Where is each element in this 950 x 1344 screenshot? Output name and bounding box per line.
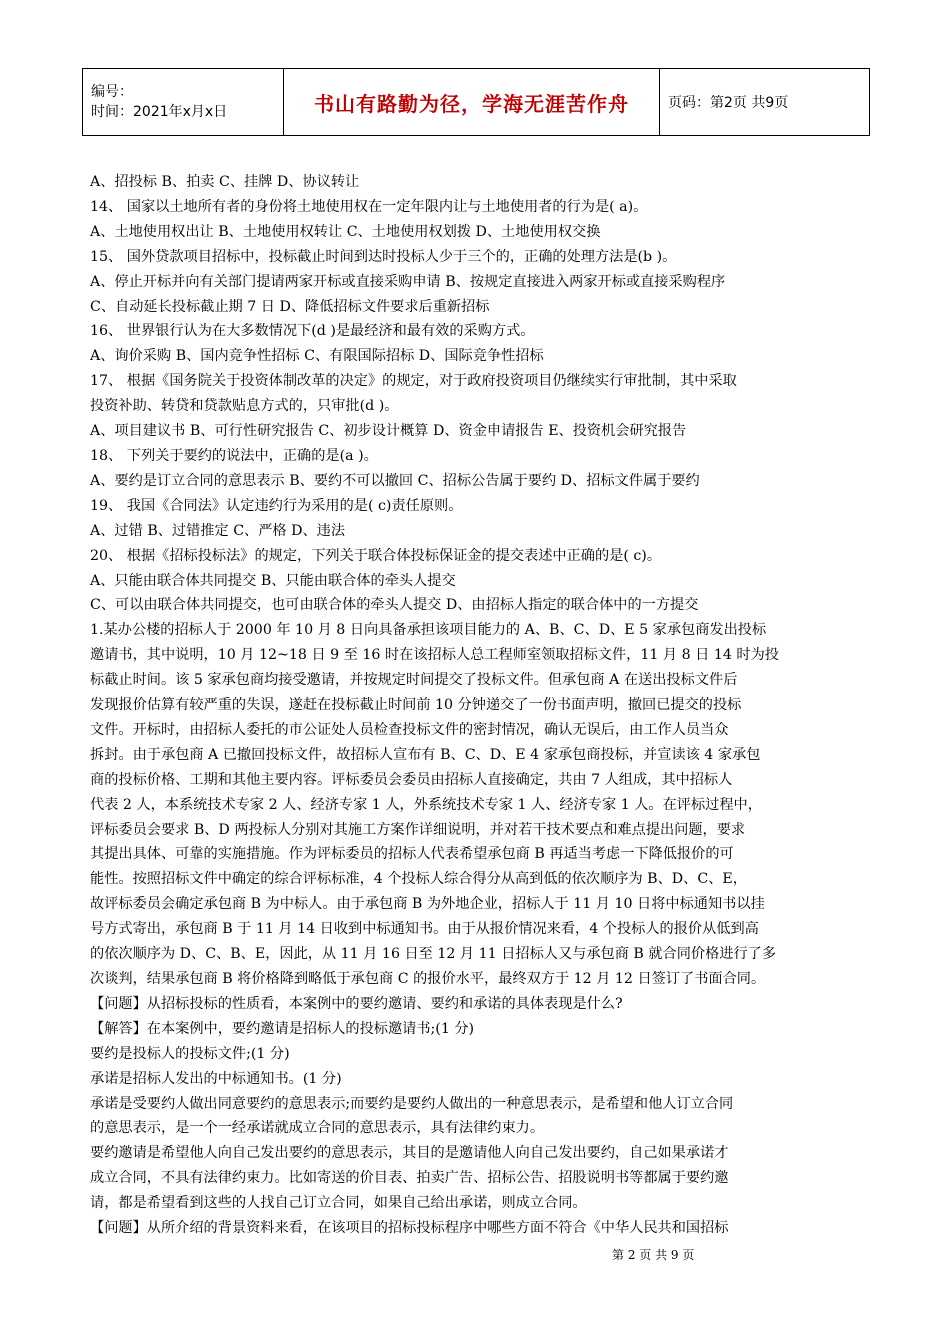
document-number-label: 编号： (91, 84, 133, 100)
text-line: C、可以由联合体共同提交，也可由联合体的牵头人提交 D、由招标人指定的联合体中的一方提交 (90, 597, 699, 614)
header-page-cell (660, 69, 869, 135)
page-header (82, 68, 870, 136)
text-line: 评标委员会要求 B、D 两投标人分别对其施工方案作详细说明，并对若干技术要点和难点提出问题，要求 (90, 821, 746, 838)
text-line: 16、 世界银行认为在大多数情况下(d )是最经济和最有效的采购方式。 (90, 323, 535, 340)
text-line: 号方式寄出，承包商 B 于 11 月 14 日收到中标通知书。由于从报价情况来看，4 个投标人的报价从低到高 (90, 921, 759, 938)
text-line: 20、 根据《招标投标法》的规定，下列关于联合体投标保证金的提交表述中正确的是( c)。 (90, 547, 662, 564)
text-line: 19、 我国《合同法》认定违约行为采用的是( c)责任原则。 (90, 497, 463, 514)
text-line: 商的投标价格、工期和其他主要内容。评标委员会委员由招标人直接确定，共由 7 人组成，其中招标人 (90, 771, 733, 788)
text-line: A、过错 B、过错推定 C、严格 D、违法 (90, 522, 346, 539)
text-line: 请，都是希望看到这些的人找自己订立合同，如果自己给出承诺，则成立合同。 (90, 1195, 587, 1212)
document-body (90, 170, 860, 1241)
text-line: 邀请书，其中说明，10 月 12~18 日 9 至 16 时在该招标人总工程师室领取招标文件，11 月 8 日 14 时为投 (90, 647, 779, 664)
text-line: 【问题】从招标投标的性质看，本案例中的要约邀请、要约和承诺的具体表现是什么? (90, 995, 623, 1012)
text-line: 成立合同，不具有法律约束力。比如寄送的价目表、拍卖广告、招标公告、招股说明书等都属于要约邀 (90, 1170, 729, 1187)
text-line: 的意思表示，是一个一经承诺就成立合同的意思表示，具有法律约束力。 (90, 1120, 545, 1137)
text-line: 承诺是受要约人做出同意要约的意思表示;而要约是要约人做出的一种意思表示，是希望和他人订立合同 (90, 1095, 734, 1112)
text-line: C、自动延长投标截止期 7 日 D、降低招标文件要求后重新招标 (90, 298, 490, 315)
document-date-label: 时间：2021年x月x日 (91, 104, 228, 120)
text-line: 次谈判，结果承包商 B 将价格降到略低于承包商 C 的报价水平，最终双方于 12 月 12 日签订了书面合同。 (90, 971, 766, 987)
text-line: A、只能由联合体共同提交 B、只能由联合体的牵头人提交 (90, 572, 456, 589)
text-line: 17、 根据《国务院关于投资体制改革的决定》的规定，对于政府投资项目仍继续实行审批制，其中采取 (90, 373, 737, 390)
header-motto-cell (284, 69, 660, 135)
text-line: 故评标委员会确定承包商 B 为中标人。由于承包商 B 为外地企业，招标人于 11 月 10 日将中标通知书以挂 (90, 896, 765, 913)
text-line: 发现报价估算有较严重的失误，遂赶在投标截止时间前 10 分钟递交了一份书面声明，撤回已提交的投标 (90, 697, 742, 714)
text-line: 能性。按照招标文件中确定的综合评标标准，4 个投标人综合得分从高到低的依次顺序为 B、D、C、E， (90, 871, 747, 888)
text-line: 承诺是招标人发出的中标通知书。(1 分) (90, 1070, 342, 1087)
text-line: A、询价采购 B、国内竞争性招标 C、有限国际招标 D、国际竞争性招标 (90, 348, 544, 365)
text-line: 代表 2 人，本系统技术专家 2 人、经济专家 1 人，外系统技术专家 1 人、经济专家 1 人。在评标过程中， (90, 796, 762, 813)
text-line: 其提出具体、可靠的实施措施。作为评标委员的招标人代表希望承包商 B 再适当考虑一下降低报价的可 (90, 846, 734, 863)
text-line: 投资补助、转贷和贷款贴息方式的，只审批(d )。 (90, 398, 399, 415)
header-info-cell (83, 69, 284, 135)
text-line: 18、 下列关于要约的说法中，正确的是(a )。 (90, 447, 378, 464)
text-line: 【问题】从所介绍的背景资料来看，在该项目的招标投标程序中哪些方面不符合《中华人民共和国招标 (90, 1220, 729, 1237)
text-line: A、停止开标并向有关部门提请两家开标或直接采购申请 B、按规定直接进入两家开标或直接采购程序 (90, 273, 726, 290)
text-line: 标截止时间。该 5 家承包商均接受邀请，并按规定时间提交了投标文件。但承包商 A 在送出投标文件后 (90, 672, 738, 689)
text-line: A、招投标 B、拍卖 C、挂牌 D、协议转让 (90, 174, 360, 190)
text-line: A、土地使用权出让 B、土地使用权转让 C、土地使用权划拨 D、土地使用权交换 (90, 223, 601, 240)
text-line: 的依次顺序为 D、C、B、E，因此，从 11 月 16 日至 12 月 11 日招标人又与承包商 B 就合同价格进行了多 (90, 946, 777, 963)
text-line: 拆封。由于承包商 A 已撤回投标文件，故招标人宣布有 B、C、D、E 4 家承包商投标，并宣读该 4 家承包 (90, 746, 761, 763)
text-line: 15、 国外贷款项目招标中，投标截止时间到达时投标人少于三个的，正确的处理方法是(b )。 (90, 248, 677, 265)
text-line: 1.某办公楼的招标人于 2000 年 10 月 8 日向具备承担该项目能力的 A、B、C、D、E 5 家承包商发出投标 (90, 622, 767, 639)
text-line: 【解答】在本案例中，要约邀请是招标人的投标邀请书;(1 分) (90, 1020, 475, 1037)
text-line: A、项目建议书 B、可行性研究报告 C、初步设计概算 D、资金申请报告 E、投资机会研究报告 (90, 423, 687, 440)
text-line: 要约邀请是希望他人向自己发出要约的意思表示，其目的是邀请他人向自己发出要约，自己如果承诺才 (90, 1145, 729, 1162)
header-motto: 书山有路勤为径，学海无涯苦作舟 (314, 91, 629, 116)
text-line: 要约是投标人的投标文件;(1 分) (90, 1045, 290, 1062)
page-footer: 第 2 页 共 9 页 (612, 1248, 695, 1262)
text-line: 14、 国家以土地所有者的身份将土地使用权在一定年限内让与土地使用者的行为是( a)。 (90, 198, 648, 215)
header-page-label: 页码：第2页 共9页 (668, 95, 789, 111)
text-line: A、要约是订立合同的意思表示 B、要约不可以撤回 C、招标公告属于要约 D、招标文件属于要约 (90, 472, 700, 489)
text-line: 文件。开标时，由招标人委托的市公证处人员检查投标文件的密封情况，确认无误后，由工作人员当众 (90, 721, 729, 738)
